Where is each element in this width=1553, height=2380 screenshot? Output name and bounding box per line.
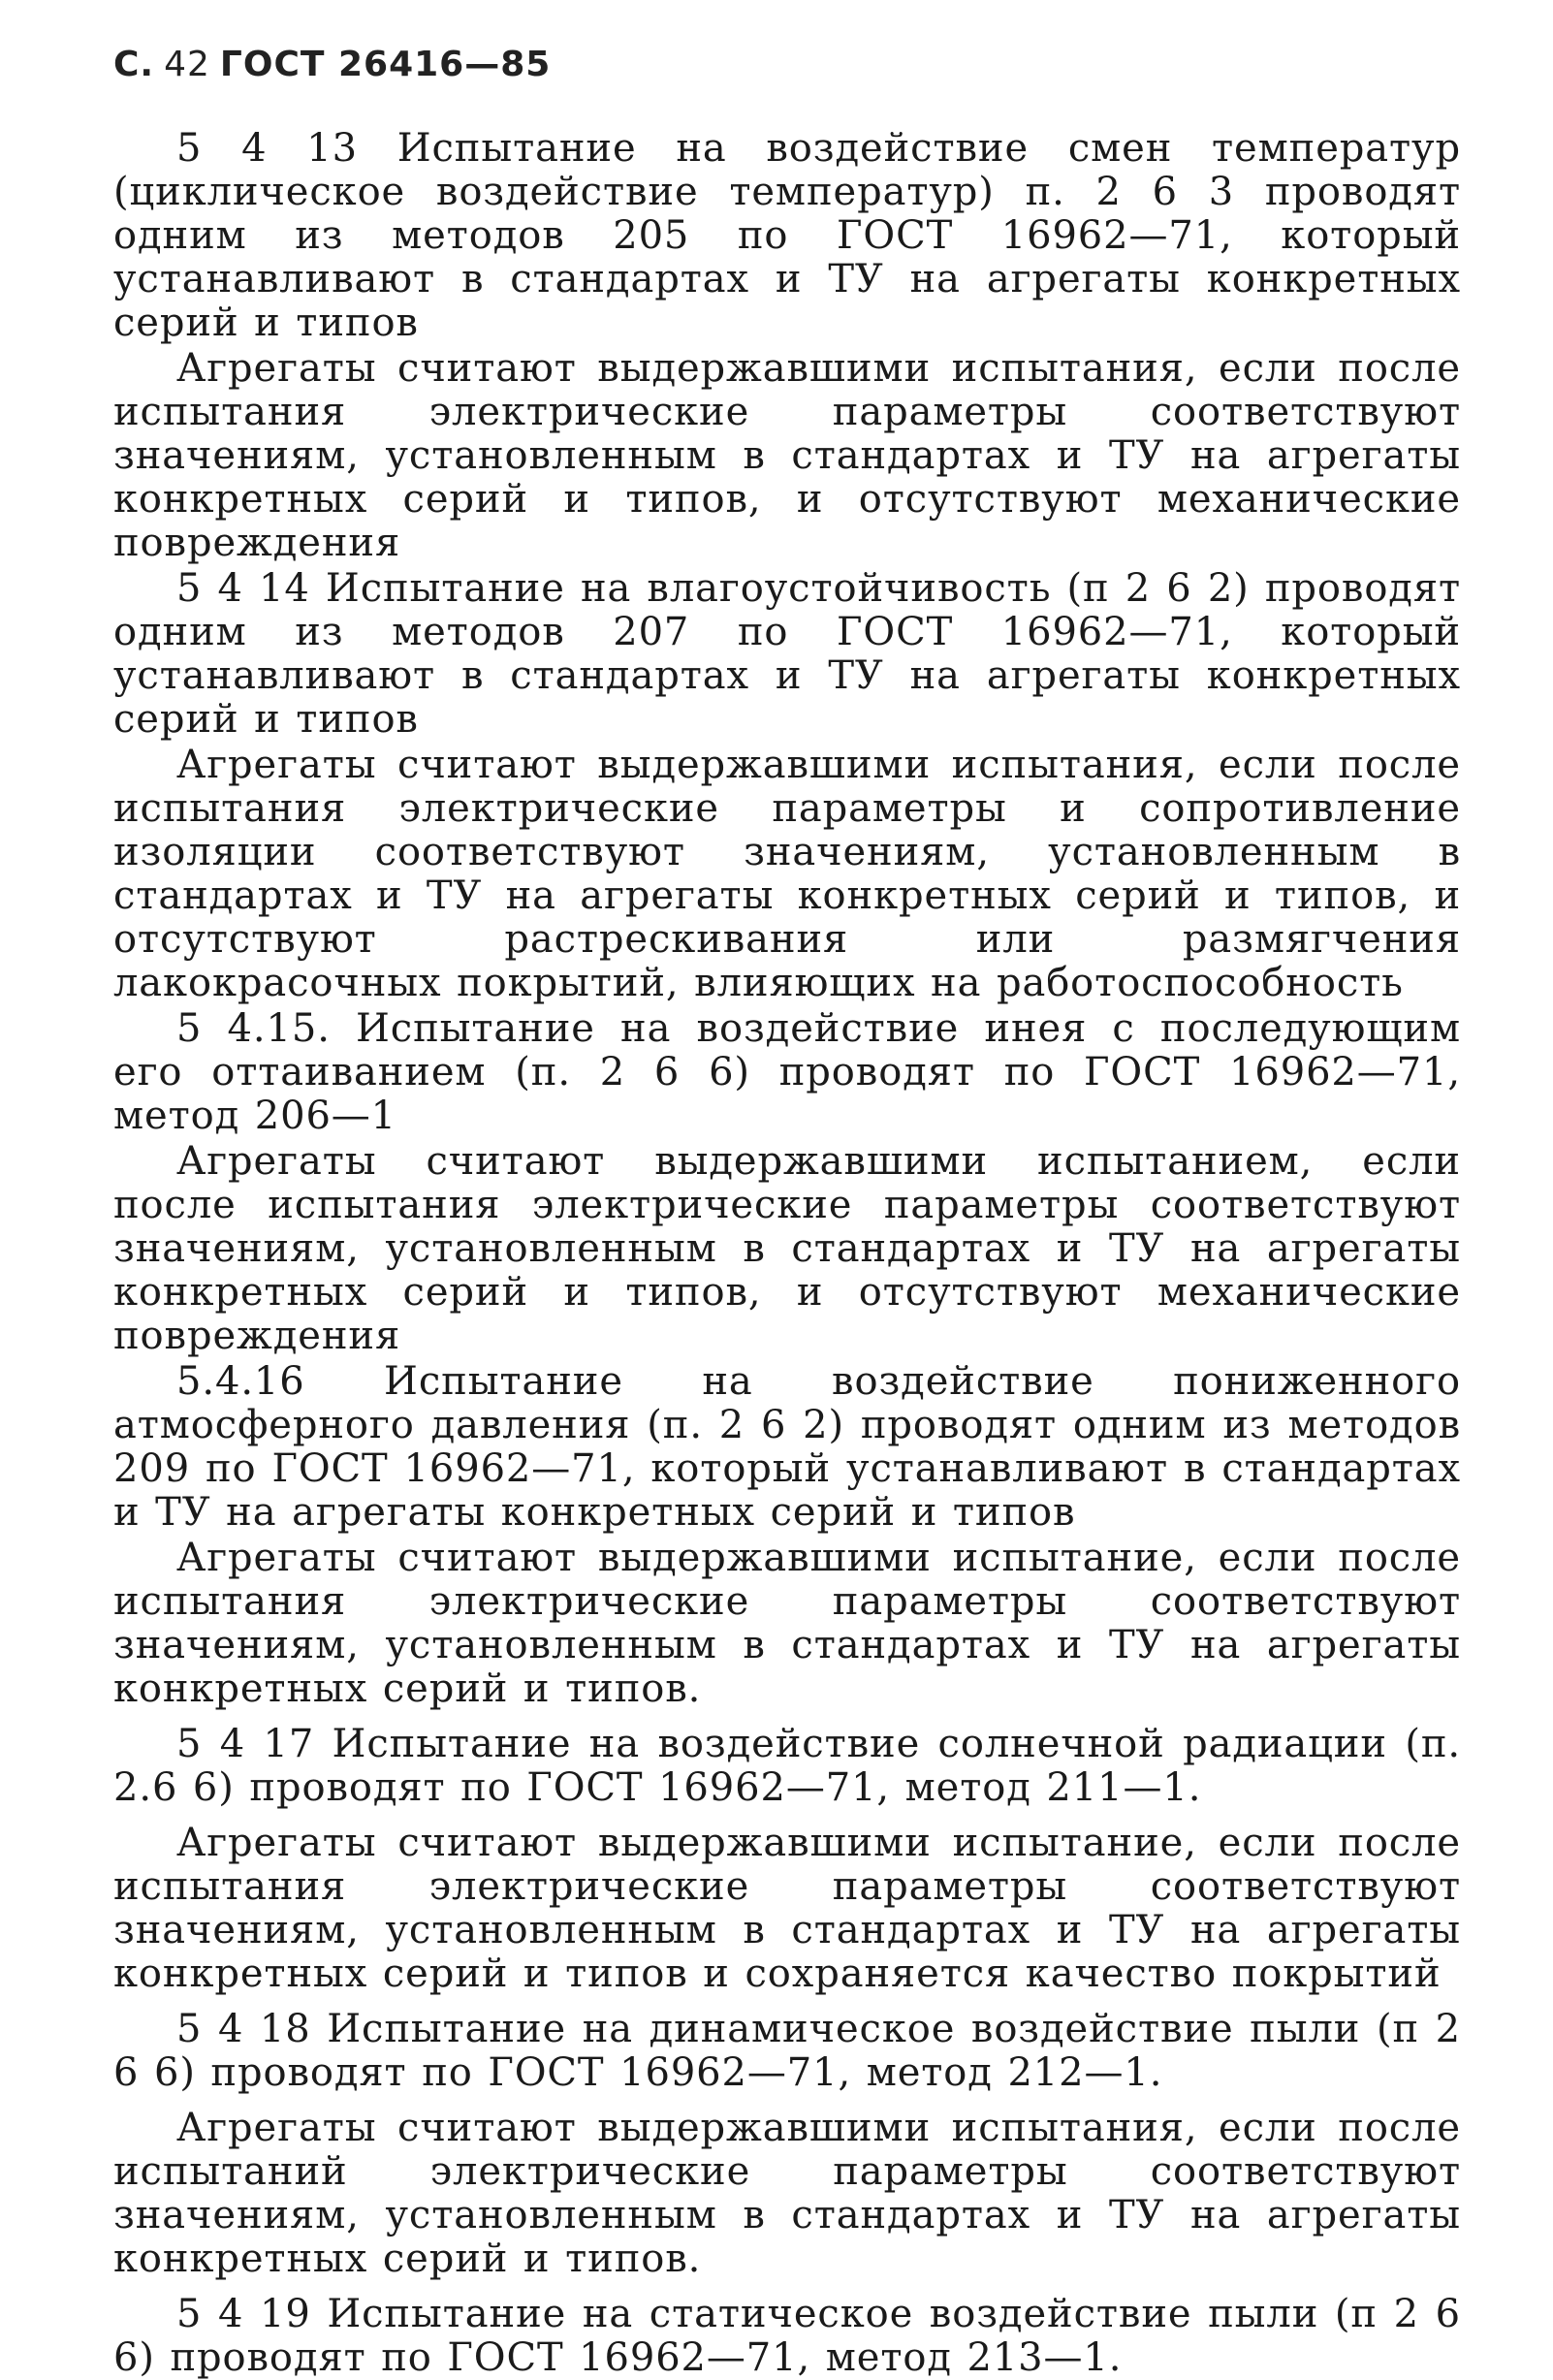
clause-5-4-19: 5 4 19 Испытание на статическое воздействие пыли (п 2 6 6) проводят по ГОСТ 16962—71, метод 213—1. <box>113 2292 1461 2380</box>
clause-5-4-18: 5 4 18 Испытание на динамическое воздействие пыли (п 2 6 6) проводят по ГОСТ 16962—71, метод 212—1. <box>113 2007 1461 2095</box>
standard-designation: ГОСТ 26416—85 <box>219 45 552 84</box>
clause-5-4-17: 5 4 17 Испытание на воздействие солнечной радиации (п. 2.6 6) проводят по ГОСТ 16962—71, метод 211—1. <box>113 1722 1461 1810</box>
clause-5-4-14-criteria: Агрегаты считают выдержавшими испытания, если после испытания электрические параметры и сопротивление изоляции соответствуют значениям, установленным в стандартах и ТУ на агрегаты конкретных серий и типов, и отсутствуют растрескивания или размягчения лакокрасочных покрытий, влияющих на работоспособность <box>113 743 1461 1005</box>
page-number: 42 <box>164 45 210 84</box>
clause-5-4-14: 5 4 14 Испытание на влагоустойчивость (п 2 6 2) проводят одним из методов 207 по ГОСТ 16962—71, который устанавливают в стандартах и ТУ на агрегаты конкретных серий и типов <box>113 566 1461 742</box>
clause-5-4-18-criteria: Агрегаты считают выдержавшими испытания, если после испытаний электрические параметры соответствуют значениям, установленным в стандартах и ТУ на агрегаты конкретных серий и типов. <box>113 2106 1461 2281</box>
clause-5-4-15: 5 4.15. Испытание на воздействие инея с последующим его оттаиванием (п. 2 6 6) проводят по ГОСТ 16962—71, метод 206—1 <box>113 1006 1461 1138</box>
clause-5-4-15-criteria: Агрегаты считают выдержавшими испытанием, если после испытания электрические параметры соответствуют значениям, установленным в стандартах и ТУ на агрегаты конкретных серий и типов, и отсутствуют механические повреждения <box>113 1139 1461 1358</box>
clause-5-4-13-criteria: Агрегаты считают выдержавшими испытания, если после испытания электрические параметры соответствуют значениям, установленным в стандартах и ТУ на агрегаты конкретных серий и типов, и отсутствуют механические повреждения <box>113 346 1461 565</box>
clause-5-4-16: 5.4.16 Испытание на воздействие пониженного атмосферного давления (п. 2 6 2) проводят одним из методов 209 по ГОСТ 16962—71, который устанавливают в стандартах и ТУ на агрегаты конкретных серий и типов <box>113 1359 1461 1535</box>
clause-5-4-13: 5 4 13 Испытание на воздействие смен температур (циклическое воздействие температур) п. 2 6 3 проводят одним из методов 205 по ГОСТ 16962—71, который устанавливают в стандартах и ТУ на агрегаты конкретных серий и типов <box>113 126 1461 345</box>
clause-5-4-16-criteria: Агрегаты считают выдержавшими испытание, если после испытания электрические параметры соответствуют значениям, установленным в стандартах и ТУ на агрегаты конкретных серий и типов. <box>113 1536 1461 1711</box>
clause-5-4-17-criteria: Агрегаты считают выдержавшими испытание, если после испытания электрические параметры соответствуют значениям, установленным в стандартах и ТУ на агрегаты конкретных серий и типов и сохраняется качество покрытий <box>113 1821 1461 1996</box>
document-body <box>113 127 1461 2380</box>
page-header <box>113 45 1461 84</box>
page-prefix: С. <box>113 45 155 84</box>
